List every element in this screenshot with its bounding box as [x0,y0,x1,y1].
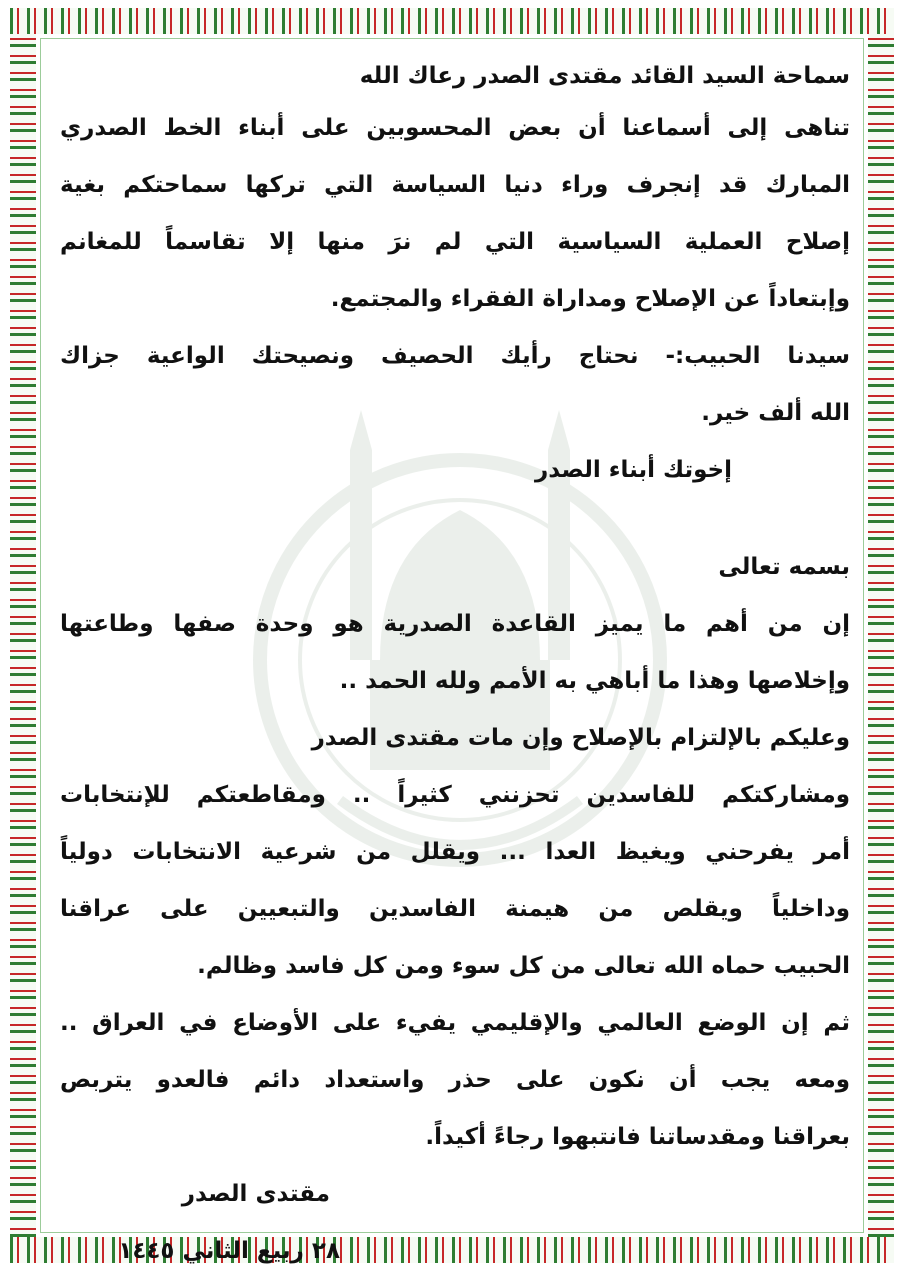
reply-line: الحبيب حماه الله تعالى من كل سوء ومن كل فاسد وظالم. [197,953,850,979]
reply-line: إن من أهم ما يميز القاعدة الصدرية هو وحدة صفها وطاعتها [60,611,850,637]
reply-line: وإخلاصها وهذا ما أباهي به الأمم ولله الحمد .. [339,668,850,694]
reply-opening: بسمه تعالى [718,554,850,580]
reply-line: أمر يفرحني ويغيظ العدا ... ويقلل من شرعية الانتخابات دولياً [60,839,850,865]
letter-line: الله ألف خير. [701,400,850,426]
reply-line: ومعه يجب أن نكون على حذر واستعداد دائم فالعدو يتربص [60,1067,850,1093]
reply-line: ومشاركتكم للفاسدين تحزنني كثيراً .. ومقاطعتكم للإنتخابات [60,782,850,808]
letter-line: وإبتعاداً عن الإصلاح ومداراة الفقراء والمجتمع. [330,286,850,312]
decorative-border-left [10,34,36,1237]
letter-line: تناهى إلى أسماعنا أن بعض المحسوبين على أبناء الخط الصدري [60,115,850,141]
reply-line: وداخلياً ويقلص من هيمنة الفاسدين والتبعيين على عراقنا [60,896,850,922]
letter-line: سيدنا الحبيب:- نحتاج رأيك الحصيف ونصيحتك الواعية جزاك [60,343,850,369]
reply-signature-date: ٢٨ ربيع الثاني ١٤٤٥ [118,1238,340,1264]
letter-salutation: سماحة السيد القائد مقتدى الصدر رعاك الله [359,63,850,89]
reply-line: وعليكم بالإلتزام بالإصلاح وإن مات مقتدى الصدر [311,725,850,751]
decorative-border-top [10,8,894,34]
letter-signature: إخوتك أبناء الصدر [535,457,732,483]
reply-line: بعراقنا ومقدساتنا فانتبهوا رجاءً أكيداً. [425,1124,850,1150]
decorative-border-right [868,34,894,1237]
reply-line: ثم إن الوضع العالمي والإقليمي يفيء على الأوضاع في العراق .. [60,1010,850,1036]
reply-signature-name: مقتدى الصدر [181,1181,330,1207]
letter-line: إصلاح العملية السياسية التي لم نرَ منها إلا تقاسماً للمغانم [60,229,850,255]
letter-line: المبارك قد إنجرف وراء دنيا السياسة التي تركها سماحتكم بغية [60,172,850,198]
letter-body [60,52,850,1280]
